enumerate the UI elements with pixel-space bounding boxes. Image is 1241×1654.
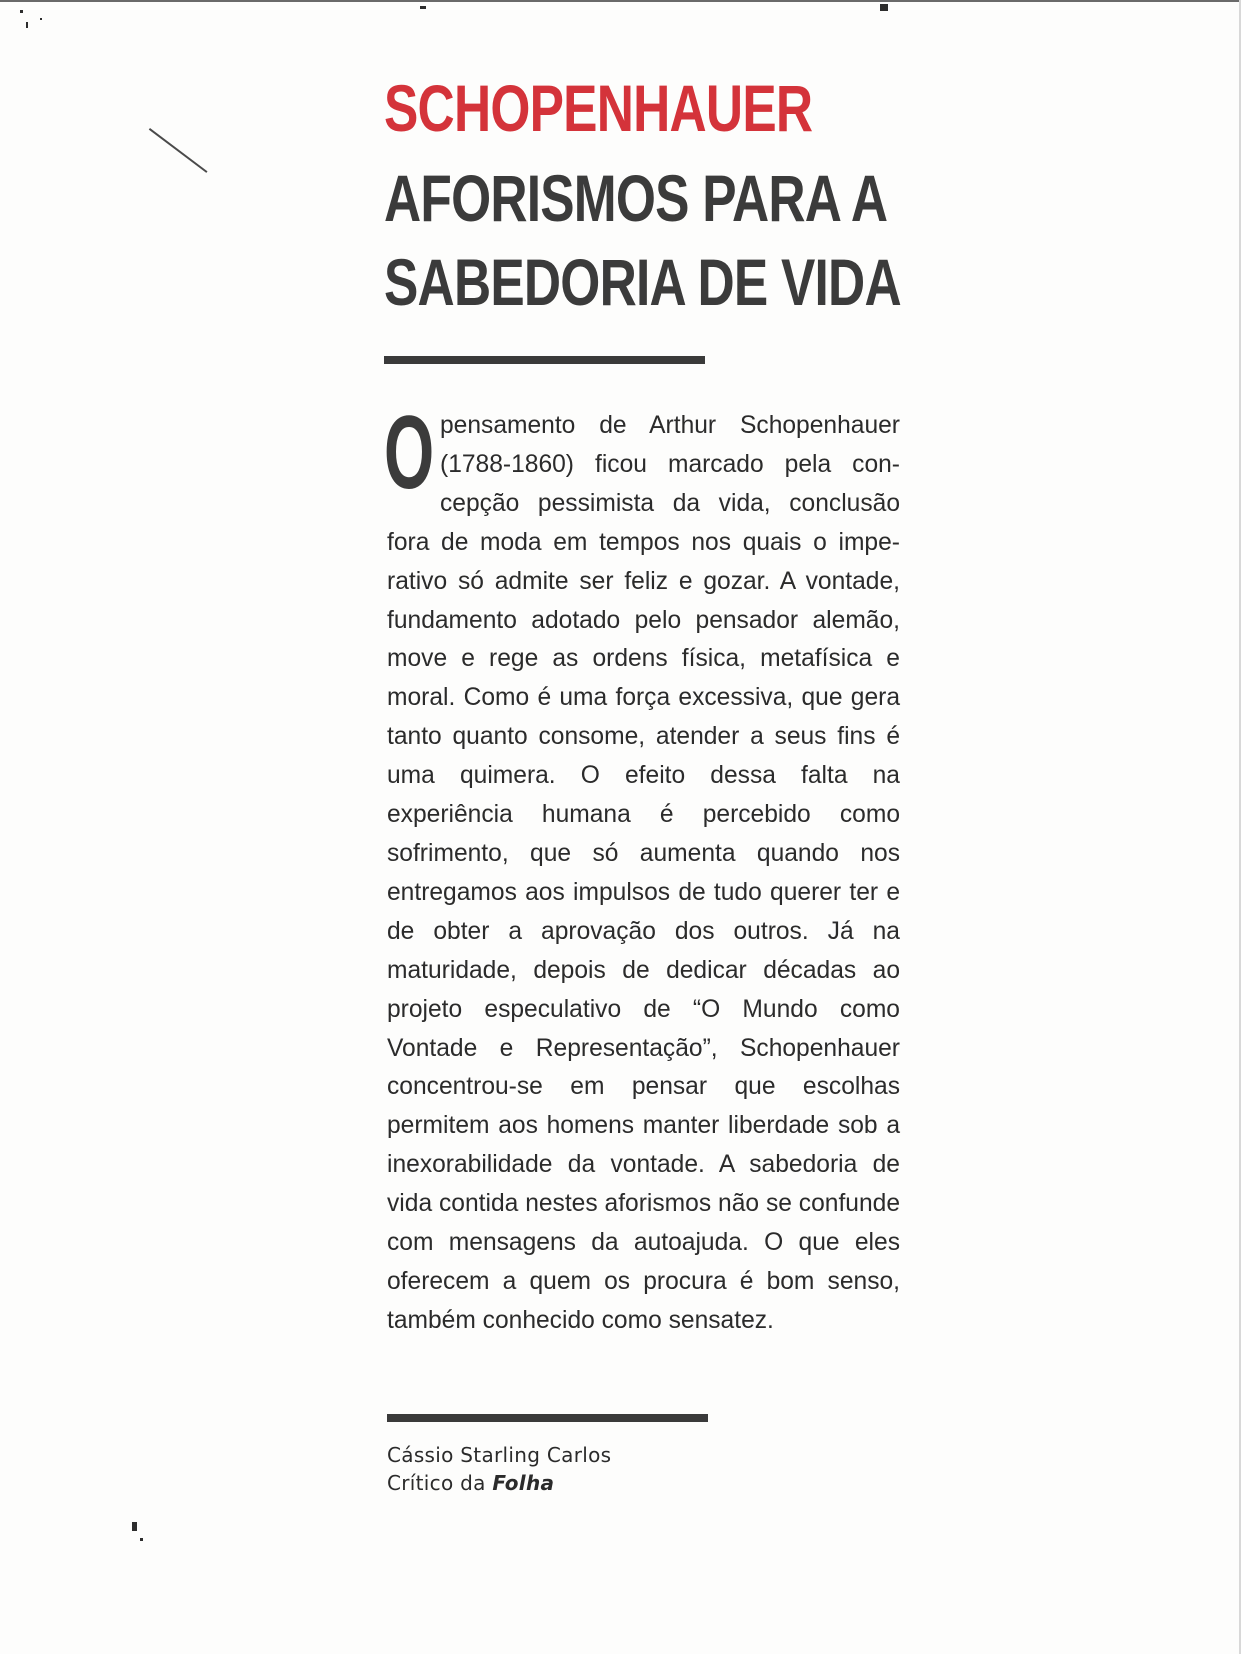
signature-publication: Folha xyxy=(492,1471,555,1495)
scan-speck xyxy=(140,1538,143,1541)
book-title-line-1: AFORISMOS PARA A xyxy=(384,161,888,235)
signature-role: Crítico da xyxy=(387,1471,486,1495)
drop-cap: O xyxy=(384,395,435,511)
synopsis-paragraph xyxy=(384,395,900,1341)
divider-top xyxy=(384,356,705,364)
scan-speck xyxy=(132,1522,137,1531)
scan-speck xyxy=(26,22,28,28)
scan-speck xyxy=(40,18,42,20)
author-title: SCHOPENHAUER xyxy=(384,71,813,145)
book-title-line-2: SABEDORIA DE VIDA xyxy=(384,245,901,319)
scan-edge-top xyxy=(0,0,1241,2)
signature-name: Cássio Starling Carlos xyxy=(387,1443,612,1467)
signature-role-line xyxy=(387,1469,611,1497)
book-title xyxy=(384,156,901,324)
synopsis-text: pensamento de Arthur Schopenhauer (1788-1860) ficou marcado pela concepção pessimista da vida, conclusão fora de moda em tempos nos quais o imperativo só admite ser feliz e gozar. A vontade, fundamento adotado pelo pensador alemão, move e rege as ordens física, metafísica e moral. Como é uma força excessiva, que gera tanto quanto consome, atender a seus fins é uma quimera. O efeito dessa falta na experiência humana é percebido como sofrimento, que só aumenta quando nos entregamos aos impulsos de tudo querer ter e de obter a aprovação dos outros. Já na maturidade, depois de dedicar décadas ao projeto especulativo de “O Mundo como Vontade e Representação”, Schopenhauer concentrou-se em pensar que escolhas permitem aos homens manter liberdade sob a inexorabilidade da vontade. A sabedoria de vida contida nestes aforismos não se confunde com mensagens da autoajuda. O que eles oferecem a quem os procura é bom senso, também conhecido como sensatez. xyxy=(387,412,900,1334)
scan-speck xyxy=(149,128,208,173)
scan-speck xyxy=(880,4,888,11)
scan-speck xyxy=(420,6,426,9)
signature-block xyxy=(387,1441,611,1497)
divider-bottom xyxy=(387,1414,708,1422)
title-block xyxy=(384,72,900,324)
scan-speck xyxy=(20,10,23,13)
